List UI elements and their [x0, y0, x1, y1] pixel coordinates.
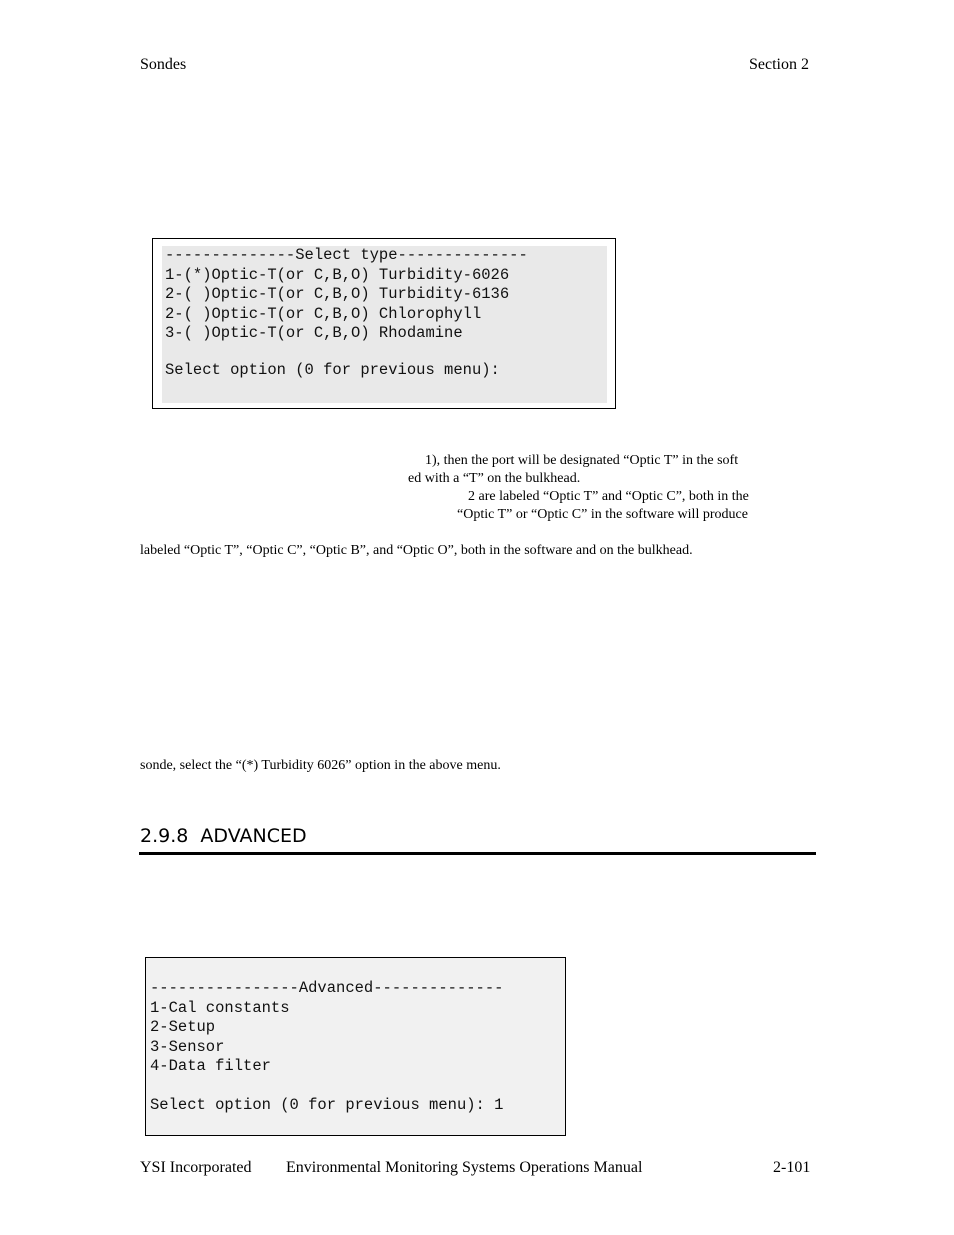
advanced-option-1: 1-Cal constants [150, 998, 290, 1017]
advanced-option-3: 3-Sensor [150, 1037, 225, 1056]
footer-page-number: 2-101 [773, 1159, 811, 1176]
footer-company: YSI Incorporated [140, 1159, 252, 1176]
paragraph1-line-1: 1), then the port will be designated “Optic T” in the soft [425, 453, 739, 468]
advanced-option-2: 2-Setup [150, 1018, 216, 1036]
header-right: Section 2 [749, 56, 809, 73]
select-type-title: --------------Select type-------------- [165, 246, 528, 264]
advanced-option-4: 4-Data filter [150, 1057, 271, 1075]
select-type-menu [152, 238, 616, 409]
paragraph1-line-5: labeled “Optic T”, “Optic C”, “Optic B”, and “Optic O”, both in the software and on the bulkhead. [140, 543, 693, 558]
section-heading: 2.9.8 ADVANCED [140, 825, 307, 847]
footer-manual-title: Environmental Monitoring Systems Operations Manual [286, 1159, 643, 1176]
paragraph1-line-2: ed with a “T” on the bulkhead. [408, 471, 581, 486]
header-left: Sondes [140, 56, 187, 73]
paragraph1-line-4: “Optic T” or “Optic C” in the software will produce [457, 507, 748, 522]
section-divider [139, 852, 816, 855]
select-type-option-4: 3-( )Optic-T(or C,B,O) Rhodamine [165, 324, 463, 342]
select-type-menu-screen [162, 246, 607, 403]
advanced-menu [145, 957, 566, 1136]
select-type-option-2: 2-( )Optic-T(or C,B,O) Turbidity-6136 [165, 285, 510, 303]
select-type-option-1: 1-(*)Optic-T(or C,B,O) Turbidity-6026 [165, 265, 510, 284]
select-type-prompt: Select option (0 for previous menu): [165, 361, 500, 379]
paragraph2: sonde, select the “(*) Turbidity 6026” option in the above menu. [140, 758, 501, 773]
advanced-prompt: Select option (0 for previous menu): 1 [150, 1096, 504, 1114]
paragraph1-line-3: 2 are labeled “Optic T” and “Optic C”, both in the [468, 489, 749, 504]
select-type-option-3: 2-( )Optic-T(or C,B,O) Chlorophyll [165, 304, 482, 323]
advanced-title: ----------------Advanced-------------- [150, 979, 504, 997]
